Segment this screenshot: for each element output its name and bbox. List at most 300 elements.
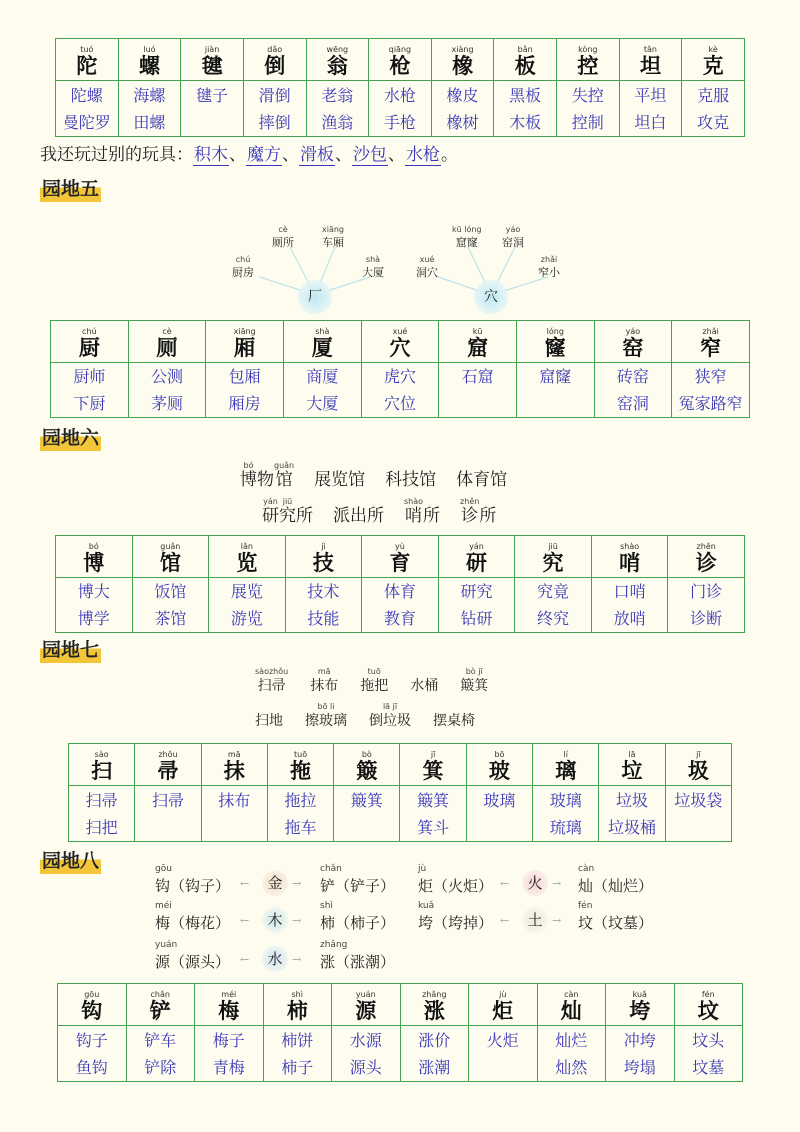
pinyin: xué bbox=[392, 326, 408, 336]
character: 技 bbox=[402, 470, 420, 490]
word: 青梅 bbox=[212, 1057, 245, 1077]
character: 诊 bbox=[461, 506, 479, 526]
word-cell bbox=[263, 1026, 332, 1082]
phrase-word bbox=[404, 497, 441, 526]
ruby-char bbox=[350, 498, 367, 526]
word: 茅厕 bbox=[150, 394, 183, 413]
word: 灿然 bbox=[555, 1057, 588, 1077]
word: 博学 bbox=[77, 609, 110, 628]
word-cell bbox=[557, 81, 620, 137]
map-left bbox=[418, 864, 494, 896]
word-cell bbox=[285, 578, 362, 633]
word: 坟墓 bbox=[692, 1057, 725, 1077]
arrow-icon: → bbox=[552, 877, 562, 890]
word: 田螺 bbox=[133, 112, 166, 132]
char-table-3 bbox=[55, 535, 745, 633]
tool-word bbox=[360, 668, 388, 696]
word: 终究 bbox=[537, 609, 570, 628]
pinyin: jiū bbox=[548, 541, 558, 551]
pinyin: sào bbox=[94, 749, 109, 759]
word-cell bbox=[51, 363, 129, 418]
pinyin bbox=[255, 703, 283, 711]
radial-node bbox=[362, 255, 384, 280]
word: 铲除 bbox=[144, 1057, 177, 1077]
word: 诊断 bbox=[690, 609, 723, 628]
character: 铲 bbox=[149, 997, 171, 1023]
word-cell bbox=[195, 1026, 264, 1082]
pinyin bbox=[473, 462, 490, 470]
pinyin: zhǎng bbox=[422, 989, 447, 999]
map-right bbox=[320, 901, 396, 933]
word-cell bbox=[665, 786, 731, 842]
character: 博 bbox=[240, 470, 257, 490]
word bbox=[181, 109, 243, 136]
radial-node bbox=[502, 225, 524, 250]
ruby-char bbox=[367, 498, 384, 526]
word-cell bbox=[619, 81, 682, 137]
word-cell bbox=[126, 1026, 195, 1082]
word-cell bbox=[201, 786, 267, 842]
char-table-4 bbox=[68, 743, 732, 842]
word: 技能 bbox=[307, 609, 340, 628]
character: 览 bbox=[331, 470, 349, 490]
pinyin: chǎn bbox=[150, 989, 170, 999]
char-table-5 bbox=[57, 983, 743, 1082]
separator: 、 bbox=[388, 145, 405, 165]
char-cell bbox=[682, 39, 745, 81]
phrase-row-1 bbox=[240, 462, 527, 490]
pinyin: guǎn bbox=[160, 541, 181, 551]
character: 穴 bbox=[389, 334, 411, 360]
pinyin: lā bbox=[628, 749, 636, 759]
tool-word bbox=[310, 668, 338, 696]
char-cell bbox=[494, 39, 557, 81]
word: 博大 bbox=[77, 582, 110, 601]
character: 拖 bbox=[290, 757, 312, 783]
character: 翁 bbox=[326, 52, 348, 78]
word-cell bbox=[332, 1026, 401, 1082]
word-cell bbox=[599, 786, 665, 842]
word: 水枪 bbox=[383, 85, 416, 105]
word-cell bbox=[69, 786, 135, 842]
tool-text: 抹布 bbox=[310, 678, 339, 694]
pinyin: zhěn bbox=[696, 541, 716, 551]
word: 公测 bbox=[150, 367, 183, 386]
ruby-char bbox=[419, 462, 436, 490]
word: 柿饼 bbox=[281, 1030, 314, 1050]
char-cell bbox=[361, 321, 439, 363]
arrow-icon: ← bbox=[240, 953, 250, 966]
character: 簸 bbox=[356, 757, 378, 783]
toy-word: 沙包 bbox=[353, 145, 387, 165]
word-cell bbox=[118, 81, 181, 137]
ruby-char bbox=[460, 498, 479, 526]
pinyin bbox=[456, 462, 473, 470]
char-cell bbox=[195, 984, 264, 1026]
character: 展 bbox=[314, 470, 332, 490]
character: 哨 bbox=[619, 549, 641, 575]
character: 玻 bbox=[488, 757, 510, 783]
word: 玻璃 bbox=[483, 790, 516, 810]
character: 柿 bbox=[286, 997, 308, 1023]
word-cell bbox=[361, 363, 439, 418]
radial-node bbox=[322, 225, 344, 250]
pinyin: guǎn bbox=[274, 461, 295, 470]
char-cell bbox=[126, 984, 195, 1026]
word-cell bbox=[135, 786, 201, 842]
word: 火炬 bbox=[486, 1030, 519, 1050]
node-word: 大厦 bbox=[362, 266, 384, 279]
node-word: 窄小 bbox=[538, 266, 560, 279]
word: 箕斗 bbox=[417, 817, 450, 837]
char-cell bbox=[668, 536, 745, 578]
char-cell bbox=[599, 744, 665, 786]
word: 垃圾桶 bbox=[608, 817, 657, 837]
pinyin bbox=[333, 498, 350, 506]
char-cell bbox=[201, 744, 267, 786]
word-cell bbox=[533, 786, 599, 842]
pinyin: cè bbox=[162, 326, 172, 336]
word: 大厦 bbox=[306, 394, 339, 413]
character: 研 bbox=[262, 506, 279, 526]
map-right bbox=[320, 940, 396, 972]
tool-text: 拖把 bbox=[360, 678, 389, 694]
pinyin bbox=[490, 462, 507, 470]
word: 扫把 bbox=[85, 817, 118, 837]
toy-word: 滑板 bbox=[300, 145, 334, 165]
word-row bbox=[56, 81, 745, 137]
pinyin bbox=[423, 498, 440, 506]
char-cell bbox=[533, 744, 599, 786]
word: 石窟 bbox=[461, 367, 494, 386]
char-cell bbox=[69, 744, 135, 786]
node-word: 窑洞 bbox=[502, 236, 524, 249]
character: 究 bbox=[542, 549, 564, 575]
word: 梅子 bbox=[212, 1030, 245, 1050]
char-cell bbox=[439, 321, 517, 363]
word: 门诊 bbox=[690, 582, 723, 601]
pinyin: shì bbox=[291, 989, 303, 999]
ruby-char bbox=[331, 462, 348, 490]
word: 研究 bbox=[460, 582, 493, 601]
word: 攻克 bbox=[697, 112, 730, 132]
pinyin: jiàn bbox=[204, 44, 220, 54]
arrow-icon: → bbox=[292, 877, 302, 890]
tool-word bbox=[369, 703, 411, 731]
node-word: 洞穴 bbox=[416, 266, 438, 279]
ruby-char bbox=[314, 462, 331, 490]
character: 陀 bbox=[76, 52, 98, 78]
radial-node bbox=[232, 255, 254, 280]
tool-word bbox=[255, 703, 283, 731]
pinyin: lā jī bbox=[382, 702, 398, 711]
char-cell bbox=[285, 536, 362, 578]
char-cell bbox=[283, 321, 361, 363]
map-left bbox=[418, 901, 494, 933]
word: 口哨 bbox=[613, 582, 646, 601]
word: 摔倒 bbox=[258, 112, 291, 132]
ruby-char bbox=[296, 498, 313, 526]
map-word: 梅（梅花） bbox=[155, 914, 231, 932]
character: 所 bbox=[423, 506, 441, 526]
character: 抹 bbox=[223, 757, 245, 783]
word-cell bbox=[674, 1026, 743, 1082]
radial-hub-left: 厂 bbox=[298, 280, 332, 314]
character: 灿 bbox=[560, 997, 582, 1023]
word-cell bbox=[56, 578, 133, 633]
pinyin: kū lóng bbox=[452, 225, 482, 234]
arrow-icon: ← bbox=[240, 914, 250, 927]
character: 物 bbox=[257, 470, 274, 490]
word: 涨价 bbox=[418, 1030, 451, 1050]
toy-word: 魔方 bbox=[247, 145, 281, 165]
word: 源头 bbox=[349, 1057, 382, 1077]
map-left bbox=[155, 864, 231, 896]
arrow-icon: → bbox=[292, 914, 302, 927]
pinyin: dǎo bbox=[267, 44, 283, 54]
pinyin: kòng bbox=[578, 44, 598, 54]
arrow-icon: → bbox=[552, 914, 562, 927]
ruby-char bbox=[240, 462, 257, 490]
char-cell bbox=[400, 984, 469, 1026]
word-cell bbox=[400, 1026, 469, 1082]
word: 渔翁 bbox=[321, 112, 354, 132]
character: 垃 bbox=[621, 757, 643, 783]
character: 厕 bbox=[156, 334, 178, 360]
word: 铲车 bbox=[144, 1030, 177, 1050]
char-cell bbox=[181, 39, 244, 81]
pinyin: shì bbox=[320, 901, 333, 911]
word-cell bbox=[594, 363, 672, 418]
pinyin bbox=[296, 498, 313, 506]
pinyin: bò jī bbox=[465, 667, 483, 676]
node-word: 厕所 bbox=[272, 236, 294, 249]
char-cell bbox=[56, 536, 133, 578]
character: 馆 bbox=[419, 470, 437, 490]
ruby-char bbox=[456, 462, 473, 490]
pinyin: qiāng bbox=[388, 44, 412, 54]
word-cell bbox=[362, 578, 439, 633]
ruby-char bbox=[490, 462, 507, 490]
pinyin: shào bbox=[404, 497, 424, 506]
pinyin: jù bbox=[499, 989, 507, 999]
pinyin: zhǒu bbox=[158, 749, 178, 759]
pinyin: bō li bbox=[317, 702, 335, 711]
map-word: 铲（铲子） bbox=[320, 877, 396, 895]
character: 窄 bbox=[700, 334, 722, 360]
word-cell bbox=[431, 81, 494, 137]
word-cell bbox=[537, 1026, 606, 1082]
word-cell bbox=[466, 786, 532, 842]
word-cell bbox=[267, 786, 333, 842]
word: 厨师 bbox=[73, 367, 106, 386]
word bbox=[469, 1054, 537, 1081]
word-row bbox=[56, 578, 745, 633]
word: 毽子 bbox=[196, 85, 229, 105]
pinyin: càn bbox=[564, 989, 579, 999]
char-cell bbox=[591, 536, 668, 578]
ruby-char bbox=[279, 498, 296, 526]
word: 游览 bbox=[230, 609, 263, 628]
word bbox=[467, 814, 532, 841]
pinyin: tuó bbox=[80, 44, 94, 54]
section-title-5: 园地五 bbox=[42, 178, 100, 200]
word-cell bbox=[334, 786, 400, 842]
tool-word bbox=[460, 668, 488, 696]
pinyin: chǎn bbox=[320, 864, 342, 874]
ruby-char bbox=[274, 462, 294, 490]
word: 扫帚 bbox=[151, 790, 184, 810]
pinyin: xiāng bbox=[233, 326, 256, 336]
pinyin bbox=[257, 462, 274, 470]
character: 究 bbox=[279, 506, 296, 526]
radial-node bbox=[416, 255, 438, 280]
ruby-char bbox=[402, 462, 419, 490]
word: 陀螺 bbox=[70, 85, 103, 105]
pinyin: kè bbox=[708, 44, 718, 54]
char-cell bbox=[243, 39, 306, 81]
radial-diagrams bbox=[0, 215, 800, 320]
pinyin: lóng bbox=[546, 326, 564, 336]
pinyin bbox=[479, 498, 496, 506]
phrase-word bbox=[262, 497, 313, 526]
char-cell bbox=[665, 744, 731, 786]
pinyin: jiū bbox=[282, 497, 293, 506]
phrase-word bbox=[333, 506, 384, 526]
word-cell bbox=[672, 363, 750, 418]
pinyin bbox=[410, 668, 438, 676]
char-cell bbox=[674, 984, 743, 1026]
word-cell bbox=[58, 1026, 127, 1082]
character: 览 bbox=[236, 549, 258, 575]
pinyin: tuō bbox=[367, 667, 381, 676]
pinyin bbox=[385, 462, 402, 470]
word: 橡皮 bbox=[446, 85, 479, 105]
word bbox=[439, 390, 516, 417]
pinyin: fén bbox=[701, 989, 715, 999]
word: 下厨 bbox=[73, 394, 106, 413]
pinyin: kuǎ bbox=[632, 989, 647, 999]
arrow-icon: ← bbox=[500, 877, 510, 890]
word bbox=[135, 814, 200, 841]
character: 育 bbox=[389, 549, 411, 575]
element-badge: 土 bbox=[522, 907, 548, 933]
character: 出 bbox=[350, 506, 367, 526]
ruby-char bbox=[348, 462, 365, 490]
word: 技术 bbox=[307, 582, 340, 601]
word: 克服 bbox=[697, 85, 730, 105]
character: 梅 bbox=[218, 997, 240, 1023]
ruby-char bbox=[473, 462, 490, 490]
character: 体 bbox=[456, 470, 474, 490]
pinyin: cè bbox=[278, 225, 288, 234]
section-title-8: 园地八 bbox=[42, 850, 100, 872]
word: 教育 bbox=[383, 609, 416, 628]
tool-row-1 bbox=[255, 668, 510, 696]
pinyin: jī bbox=[696, 749, 701, 759]
pinyin: zhǎi bbox=[540, 255, 558, 264]
character: 博 bbox=[83, 549, 105, 575]
word: 究竟 bbox=[537, 582, 570, 601]
char-cell bbox=[306, 39, 369, 81]
character: 钩 bbox=[81, 997, 103, 1023]
character: 馆 bbox=[490, 470, 508, 490]
word: 茶馆 bbox=[154, 609, 187, 628]
char-cell bbox=[672, 321, 750, 363]
word-cell bbox=[128, 363, 206, 418]
element-badge: 木 bbox=[262, 907, 288, 933]
pinyin: jù bbox=[418, 864, 427, 874]
phrase-word bbox=[385, 470, 436, 490]
character: 炬 bbox=[492, 997, 514, 1023]
char-cell bbox=[362, 536, 439, 578]
phrase-word bbox=[240, 461, 295, 490]
word: 狭窄 bbox=[694, 367, 727, 386]
arrow-icon: → bbox=[292, 953, 302, 966]
character: 坦 bbox=[639, 52, 661, 78]
pinyin: tuō bbox=[293, 749, 308, 759]
element-badge: 火 bbox=[522, 870, 548, 896]
character: 毽 bbox=[201, 52, 223, 78]
char-cell bbox=[209, 536, 286, 578]
character: 厦 bbox=[311, 334, 333, 360]
word-row bbox=[58, 1026, 743, 1082]
word: 穴位 bbox=[383, 394, 416, 413]
char-cell bbox=[334, 744, 400, 786]
char-row bbox=[51, 321, 750, 363]
char-cell bbox=[263, 984, 332, 1026]
map-word: 钩（钩子） bbox=[155, 877, 231, 895]
char-cell bbox=[58, 984, 127, 1026]
map-left bbox=[155, 940, 231, 972]
tool-word bbox=[433, 703, 475, 731]
separator: 、 bbox=[229, 145, 246, 165]
word: 涨潮 bbox=[418, 1057, 451, 1077]
word: 手枪 bbox=[383, 112, 416, 132]
pinyin: shào bbox=[620, 541, 640, 551]
char-cell bbox=[606, 984, 675, 1026]
tool-row-2 bbox=[255, 703, 497, 731]
separator: 、 bbox=[282, 145, 299, 165]
node-word: 窟窿 bbox=[455, 236, 478, 249]
map-word: 坟（坟墓） bbox=[578, 914, 654, 932]
tool-text: 水桶 bbox=[410, 678, 439, 694]
word: 冲垮 bbox=[623, 1030, 656, 1050]
word-cell bbox=[243, 81, 306, 137]
pinyin: lí bbox=[563, 749, 568, 759]
phrase-word bbox=[314, 470, 365, 490]
word: 扫帚 bbox=[85, 790, 118, 810]
word: 玻璃 bbox=[549, 790, 582, 810]
char-cell bbox=[132, 536, 209, 578]
pinyin: méi bbox=[221, 989, 237, 999]
extra-toys-line bbox=[40, 140, 458, 165]
pinyin: xiāng bbox=[322, 225, 345, 234]
pinyin: yán bbox=[263, 497, 278, 506]
char-cell bbox=[206, 321, 284, 363]
pinyin: bò bbox=[361, 749, 372, 759]
word: 滑倒 bbox=[258, 85, 291, 105]
word: 垃圾袋 bbox=[674, 790, 723, 810]
char-row bbox=[69, 744, 732, 786]
pinyin: chú bbox=[235, 255, 251, 264]
word-cell bbox=[516, 363, 594, 418]
pinyin: yáo bbox=[505, 225, 521, 234]
character: 圾 bbox=[687, 757, 709, 783]
extra-prefix: 我还玩过别的玩具： bbox=[40, 145, 193, 165]
extra-end: 。 bbox=[441, 145, 458, 165]
map-right bbox=[578, 864, 654, 896]
